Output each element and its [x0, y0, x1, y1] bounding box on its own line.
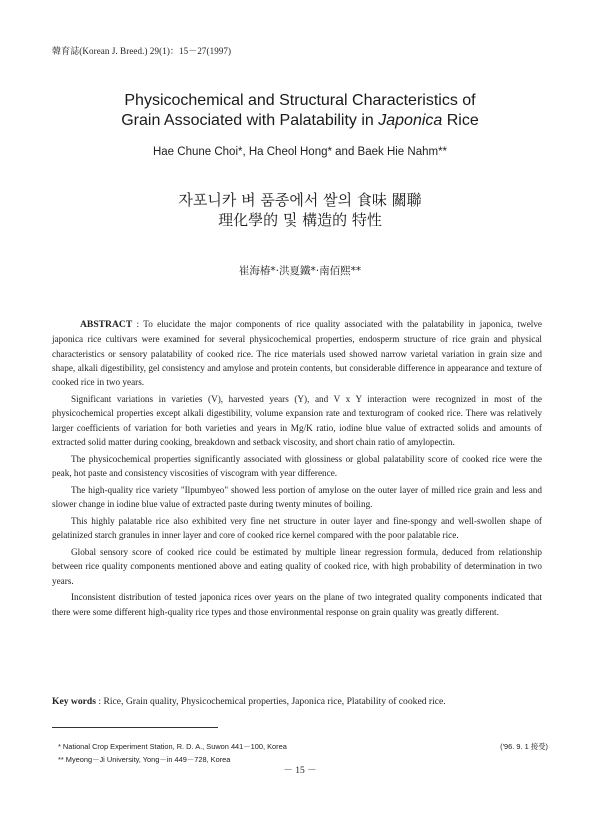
- keywords-text: Rice, Grain quality, Physicochemical properties, Japonica rice, Platability of cooked rice.: [103, 696, 446, 707]
- abstract-paragraph: This highly palatable rice also exhibited very fine net structure in outer layer and fine-spongy and well-swollen shape of gelatinized starch granules in inner layer and core of cooked rice kernel compared with the poor palatable rice.: [52, 515, 542, 541]
- keywords: Key words : Rice, Grain quality, Physicochemical properties, Japonica rice, Platability of cooked rice.: [52, 696, 446, 707]
- abstract-paragraph: Global sensory score of cooked rice could be estimated by multiple linear regression formula, deduced from relationship between rice quality components mentioned above and eating quality of cooked rice, with high probability of determination in two years.: [52, 546, 542, 586]
- footnote-divider: [52, 727, 218, 728]
- footnote-1: * National Crop Experiment Station, R. D. A., Suwon 441－100, Korea: [58, 742, 287, 751]
- received-date: ('96. 9. 1 接受): [500, 742, 548, 751]
- page-number: － 15 －: [283, 766, 317, 776]
- korean-authors: 崔海椿*·洪夏鐵*·南佰熙**: [238, 265, 362, 277]
- abstract-paragraph: Significant variations in varieties (V), harvested years (Y), and V x Y interaction were recognized in most of the physicochemical properties except alkali digestibility, volume expansion rate and texturogram of cooked rice. There was relatively larger coefficients of variation for both varieties and years in Mg/K ratio, iodine blue value of extracted solids and amounts of extracted solid matter during cooking, breakdown and setback viscosity, and short chain ratio of amylopectin.: [52, 393, 542, 447]
- title-line-2-pre: Grain Associated with Palatability in: [121, 112, 379, 129]
- title-line-2: [40, 111, 560, 131]
- keywords-label: Key words: [52, 696, 96, 707]
- authors: Hae Chune Choi*, Ha Cheol Hong* and Baek Hie Nahm**: [152, 146, 448, 158]
- korean-title-line-1: 자포니카 벼 품종에서 쌀의 食味 關聯: [178, 191, 422, 209]
- abstract-paragraph: The high-quality rice variety "Ilpumbyeo" showed less portion of amylose on the outer layer of milled rice grain and less and slower change in iodine blue value of extracted paste during twenty minutes of boiling.: [52, 484, 542, 510]
- abstract-paragraph: The physicochemical properties significantly associated with glossiness or global palatability score of cooked rice were the peak, hot paste and consistency viscosities of viscogram with year difference.: [52, 453, 542, 478]
- footnote-2: ** Myeong－Ji University, Yong－in 449－728, Korea: [58, 755, 231, 764]
- korean-title-line-2: 理化學的 및 構造的 特性: [218, 211, 382, 229]
- title-japonica: Japonica: [378, 112, 443, 129]
- footnote-row: [58, 740, 548, 753]
- abstract-text: To elucidate the major components of rice quality associated with the palatability in japonica, twelve japonica rice cultivars were examined for several physicochemical properties, endosperm structure of rice grain and physical characteristics or sensory palatability of cooked rice. The rice materials used showed narrow varietal variation in grain size and shape, alkali digestibility, gel consistency and amylose and protein contents, but considerable difference in appearance and texture of cooked rice in two years.: [52, 319, 542, 388]
- korean-title: [40, 190, 560, 230]
- abstract: [52, 317, 542, 621]
- paper-title: [40, 91, 560, 131]
- abstract-label: ABSTRACT: [80, 319, 133, 330]
- abstract-paragraph: Inconsistent distribution of tested japonica rices over years on the plane of two integrated quality components indicated that there were some different high-quality rice types and those environmental response on grain quality was greatly different.: [52, 592, 542, 617]
- journal-reference: 韓育誌(Korean J. Breed.) 29(1)：15－27(1997): [52, 46, 232, 56]
- abstract-paragraph: ABSTRACT : To elucidate the major components of rice quality associated with the palatability in japonica, twelve japonica rice cultivars were examined for several physicochemical properties, endosperm structure of rice grain and physical characteristics or sensory palatability of cooked rice. The rice materials used showed narrow varietal variation in grain size and shape, alkali digestibility, gel consistency and amylose and protein contents, but considerable difference in appearance and texture of cooked rice in two years.: [52, 319, 542, 388]
- title-line-1: Physicochemical and Structural Characteristics of: [124, 92, 476, 109]
- title-line-2-post: Rice: [442, 112, 479, 129]
